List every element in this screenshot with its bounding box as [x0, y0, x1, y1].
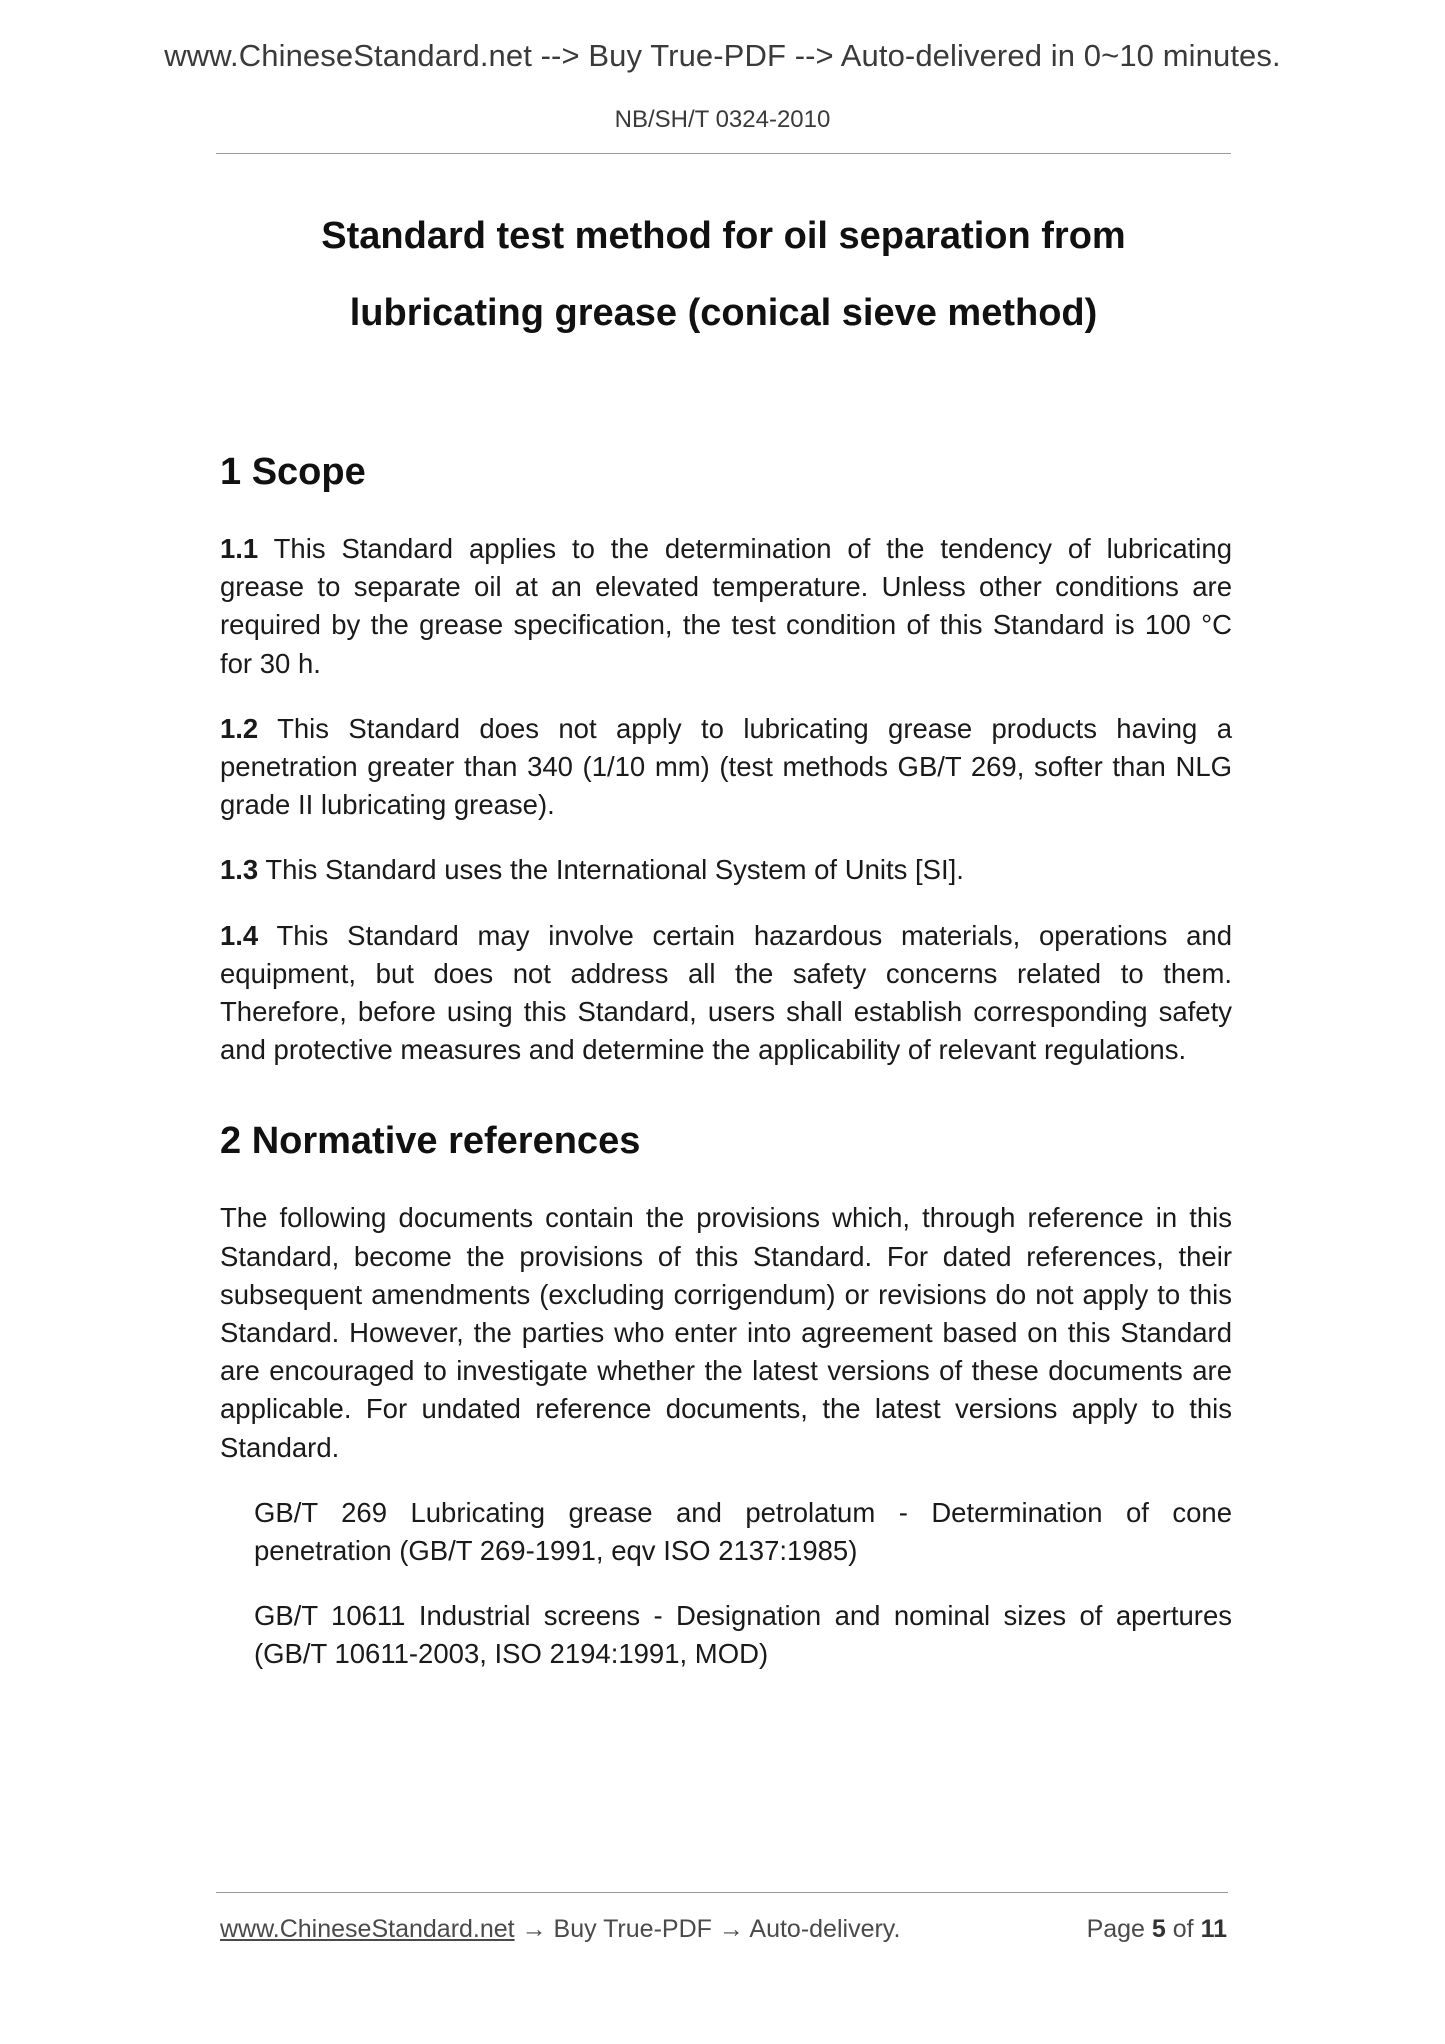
reference-item: GB/T 10611 Industrial screens - Designation and nominal sizes of apertures (GB/T 10611-2003, ISO 2194:1991, MOD) — [254, 1600, 1232, 1670]
document-body — [220, 448, 1232, 1701]
clause-number: 1.1 — [220, 533, 259, 564]
clause-1-4 — [220, 917, 1232, 1070]
references-intro: The following documents contain the provisions which, through reference in this Standard, become the provisions of this Standard. For dated references, their subsequent amendments (excluding corrigendum) or revisions do not apply to this Standard. However, the parties who enter into agreement based on this Standard are encouraged to investigate whether the latest versions of these documents are applicable. For undated reference documents, the latest versions apply to this Standard. — [220, 1202, 1232, 1463]
section-heading-scope: 1 Scope — [220, 451, 366, 493]
clause-text: This Standard uses the International System of Units [SI]. — [258, 854, 964, 886]
clause-number: 1.3 — [220, 854, 259, 886]
reference-item: GB/T 269 Lubricating grease and petrolatum - Determination of cone penetration (GB/T 269-1991, eqv ISO 2137:1985) — [254, 1496, 1232, 1567]
page-of-label: of — [1165, 1915, 1201, 1943]
page-total: 11 — [1200, 1915, 1227, 1943]
page-label: Page — [1086, 1915, 1152, 1943]
clause-number: 1.2 — [220, 712, 259, 744]
clause-1-1 — [220, 530, 1232, 683]
footer-tagline: → Buy True-PDF → Auto-delivery. — [514, 1915, 901, 1943]
footer-promo — [220, 1915, 900, 1944]
clause-text: This Standard may involve certain hazardous materials, operations and equipment, but does not address all the safety concerns related to them. Therefore, before using this Standard, users shall establish corresponding safety and protective measures and determine the applicability of relevant regulations. — [220, 919, 1232, 1066]
page-indicator — [1087, 1915, 1227, 1944]
footer-divider — [216, 1892, 1228, 1893]
document-title — [216, 198, 1231, 352]
clause-text: This Standard does not apply to lubricating grease products having a penetration greater than 340 (1/10 mm) (test methods GB/T 269, softer than NLG grade II lubricating grease). — [220, 712, 1232, 821]
title-line-1: Standard test method for oil separation from — [321, 215, 1126, 257]
title-line-2: lubricating grease (conical sieve method) — [349, 292, 1098, 334]
header-banner: www.ChineseStandard.net --> Buy True-PDF --> Auto-delivered in 0~10 minutes. — [164, 38, 1281, 73]
section-heading-normative-references: 2 Normative references — [220, 1120, 641, 1163]
clause-1-3 — [220, 851, 1232, 889]
footer-site-link[interactable]: www.ChineseStandard.net — [220, 1915, 515, 1943]
clause-number: 1.4 — [220, 919, 259, 951]
clause-1-2 — [220, 710, 1232, 825]
clause-text: This Standard applies to the determination of the tendency of lubricating grease to separate oil at an elevated temperature. Unless other conditions are required by the grease specification, the test condition of this Standard is 100 °C for 30 h. — [220, 533, 1232, 679]
page-current: 5 — [1151, 1915, 1166, 1943]
document-number: NB/SH/T 0324-2010 — [614, 106, 831, 133]
header-divider — [216, 153, 1231, 154]
